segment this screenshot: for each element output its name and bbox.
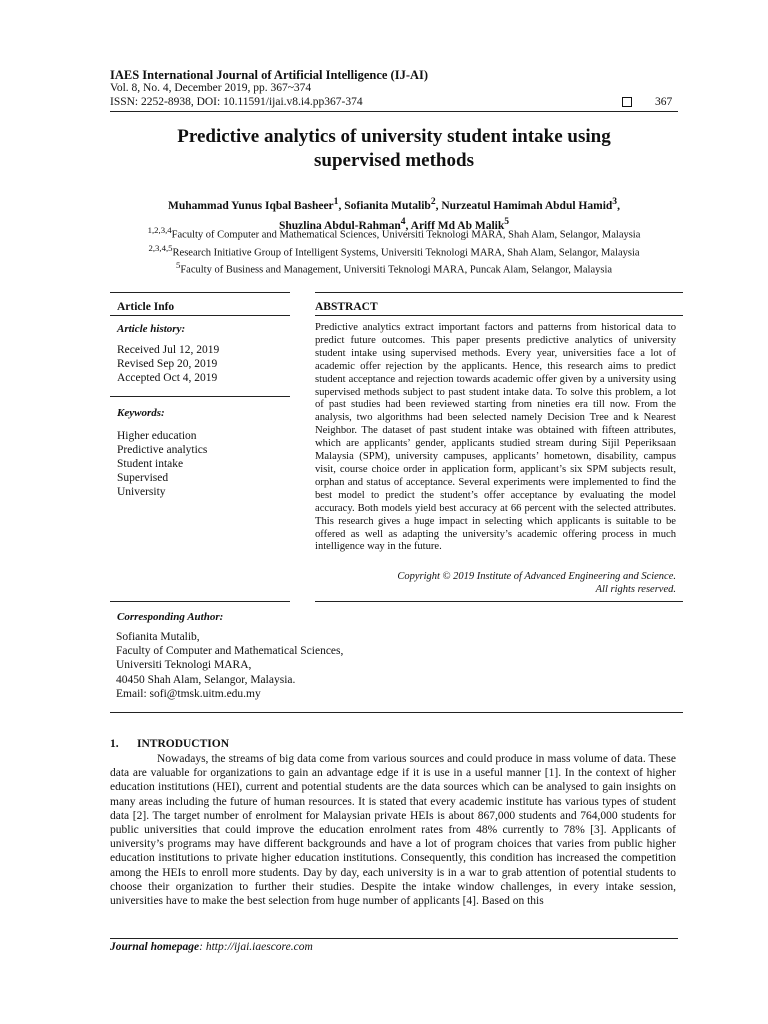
- corresponding-line: Sofianita Mutalib,: [116, 631, 200, 643]
- journal-name: IAES International Journal of Artificial Intelligence (IJ-AI): [110, 68, 429, 82]
- abstract-sub-rule: [315, 315, 683, 316]
- footer-url[interactable]: http://ijai.iaescore.com: [205, 941, 313, 953]
- keywords-rule: [110, 396, 290, 397]
- history-item: Received Jul 12, 2019: [117, 344, 220, 356]
- affiliation: Faculty of Business and Management, Universiti Teknologi MARA, Puncak Alam, Selangor, Malaysia: [180, 264, 613, 276]
- article-info-heading: Article Info: [117, 301, 175, 313]
- author-sup: 3: [612, 196, 618, 207]
- header-rule: [110, 111, 678, 112]
- keyword: University: [117, 486, 166, 498]
- keywords-list: [117, 429, 207, 499]
- journal-volume: Vol. 8, No. 4, December 2019, pp. 367~374: [110, 82, 312, 94]
- keyword: Predictive analytics: [117, 444, 208, 456]
- affiliation: Research Initiative Group of Intelligent Systems, Universiti Teknologi MARA, Shah Alam, Selangor, Malaysia: [172, 247, 640, 258]
- affiliation-sup: 1,2,3,4: [147, 225, 172, 235]
- info-sub-rule: [110, 315, 290, 316]
- author-name: Shuzlina Abdul-Rahman: [278, 219, 401, 232]
- keywords-heading: Keywords:: [117, 407, 165, 419]
- section-title: INTRODUCTION: [137, 738, 230, 750]
- affiliations: [110, 224, 678, 277]
- history-item: Revised Sep 20, 2019: [117, 358, 218, 370]
- affiliation-sup: 5: [175, 260, 181, 270]
- paper-title: [110, 125, 678, 173]
- keyword: Student intake: [117, 458, 184, 470]
- corresponding-author: [116, 630, 343, 701]
- section-heading: [110, 738, 229, 750]
- author-sup: 2: [430, 196, 436, 207]
- introduction-paragraph: Nowadays, the streams of big data come from various sources and could produce in mass volume of data. These data are valuable for organizations to gain an advantage edge if it is use in a useful manner [1]. In the context of higher education institutions (HEI), current and potential students are the data sources which can be analysed to gain insights on many areas including the future of human resources. It is stated that every academic institute has various types of student data [2]. The target number of enrolment for Malaysian private HEIs is about 867,000 students and 764,000 students for public universities that could improve the education enrolment rates from 48% currently to 78% [3]. Applicants of university’s programs may have different backgrounds and have a lot of program choices that varies from public higher education institutions to private higher education institutions. Consequently, this condition has increased the competition among the HEIs to enroll more students. Day by day, each university is in a war to grab attention of potential students to choose their organization to further their studies. Despite the intake window challenges, in every intake session, universities have to make the best selection from huge number of applicants [4]. Based on this: [110, 753, 676, 908]
- corresponding-line: Faculty of Computer and Mathematical Sciences,: [116, 645, 344, 658]
- abstract-top-rule: [315, 292, 683, 293]
- corresponding-line: Email: sofi@tmsk.uitm.edu.my: [116, 687, 261, 700]
- corresponding-heading: Corresponding Author:: [117, 611, 224, 623]
- abstract-bottom-rule: [315, 601, 683, 602]
- affiliation: Faculty of Computer and Mathematical Sciences, Universiti Teknologi MARA, Shah Alam, Selangor, Malaysia: [171, 229, 641, 241]
- abstract-text: Predictive analytics extract important factors and patterns from historical data to predict future outcomes. This paper presents predictive analytics of university student intake using supervised methods. Every year, universities face a lot of academic offer rejection by the applicants. Hence, this research aims to predict student acceptance and rejection towards academic offer given by a university using supervised methods subject to past student intake data. To solve this problem, a lot of past studies had been reviewed starting from nineties era till now. From the analysis, two algorithms had been selected namely Decision Tree and k Nearest Neighbor. The dataset of past student intake was obtained with fifteen attributes, which are applicants’ gender, applicants studied stream during Sijil Peperiksaan Malaysia (SPM), university campuses, applicants’ hometown, disability, campus visit, course choice order in application form, applicant’s six SPM subjects result, orphan and status of acceptance. Several experiments were implemented to find the best model to predict the student’s offer acceptance by evaluating the model accuracy. Both models yield best accuracy at 66 percent with the selected attributes. This research gives a huge impact in selecting which applicants is suitable to be offered as well as adapting the university’s academic offering process in much intelligence way in the future.: [315, 322, 676, 553]
- author-sup: 1: [333, 196, 339, 207]
- affiliation-sup: 2,3,4,5: [148, 242, 173, 253]
- author-name: Muhammad Yunus Iqbal Basheer: [168, 199, 334, 212]
- author-sup: 4: [400, 215, 406, 227]
- history-item: Accepted Oct 4, 2019: [117, 372, 218, 384]
- introduction-body: [110, 752, 676, 908]
- section-number: 1.: [110, 738, 119, 750]
- copyright-line: All rights reserved.: [595, 584, 676, 595]
- copyright: [315, 570, 676, 596]
- history-list: [117, 343, 219, 385]
- journal-homepage: Journal homepage: http://ijai.iaescore.com: [110, 941, 313, 953]
- page-number: 367: [655, 96, 673, 108]
- footer-rule: [110, 938, 678, 939]
- footer-label: Journal homepage: [110, 941, 200, 953]
- info-bottom-rule: [110, 601, 290, 602]
- corresponding-bottom-rule: [110, 712, 683, 713]
- copyright-line: Copyright © 2019 Institute of Advanced Engineering and Science.: [397, 571, 676, 582]
- corresponding-line: Universiti Teknologi MARA,: [116, 659, 252, 672]
- abstract-heading: ABSTRACT: [315, 301, 378, 313]
- author-list: Muhammad Yunus Iqbal Basheer$^1$, Sofianita Mutalib$^2$, Nurzeatul Hamimah Abdul Hamid$^3$, Shuzlina Abdul-Rahman$^4$, Ariff Md Ab Malik$^5$: [168, 196, 620, 232]
- title-line-1: Predictive analytics of university student intake using: [177, 126, 611, 147]
- author-name: Sofianita Mutalib: [344, 199, 431, 212]
- author-name: Nurzeatul Hamimah Abdul Hamid: [441, 199, 613, 212]
- info-top-rule: [110, 292, 290, 293]
- author-name: Ariff Md Ab Malik: [410, 219, 505, 232]
- keyword: Higher education: [117, 430, 197, 442]
- square-icon: [622, 97, 632, 107]
- corresponding-line: 40450 Shah Alam, Selangor, Malaysia.: [116, 673, 296, 686]
- title-line-2: supervised methods: [314, 150, 474, 171]
- keyword: Supervised: [117, 472, 169, 484]
- author-sup: 5: [504, 215, 510, 227]
- history-heading: Article history:: [117, 323, 186, 335]
- journal-issn: ISSN: 2252-8938, DOI: 10.11591/ijai.v8.i4.pp367-374: [110, 96, 363, 108]
